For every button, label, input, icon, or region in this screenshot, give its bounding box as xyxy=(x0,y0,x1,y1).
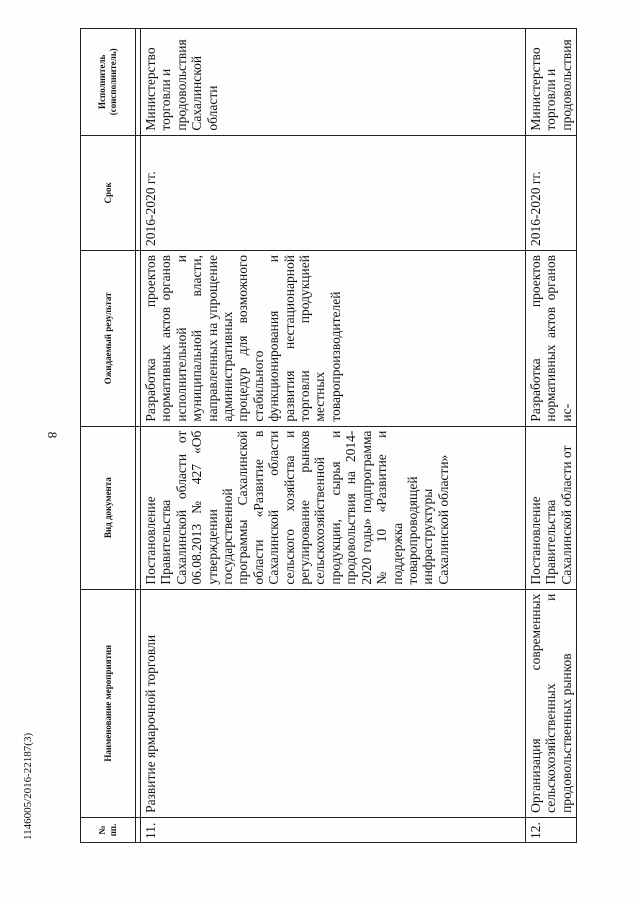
header-result: Ожидаемый результат xyxy=(81,251,136,427)
document-code: 1146005/2016-22187(3) xyxy=(22,732,34,840)
header-exec: Исполнитель (соисполнитель) xyxy=(81,29,136,136)
cell-result: Разработка проектов нормативных актов органов исполнительной и муниципальной власти, направленных на упрощение административных процедур для возможного стабильного функционирования и развития нестационарной торговли продукцией местных товаропроизводителей xyxy=(141,251,526,427)
cell-term: 2016-2020 гг. xyxy=(526,135,577,250)
header-doc: Вид документа xyxy=(81,426,136,589)
cell-doc: Постановление Правительства Сахалинской области от xyxy=(526,426,577,589)
cell-exec: Министерство торговли и продовольствия Сахалинской области xyxy=(141,29,526,136)
page-number: 8 xyxy=(45,431,60,439)
header-term: Срок xyxy=(81,135,136,250)
header-name: Наименование мероприятия xyxy=(81,589,136,817)
cell-term: 2016-2020 гг. xyxy=(141,135,526,250)
cell-num: 11. xyxy=(141,817,526,842)
measures-table xyxy=(80,28,577,843)
rotated-table-container xyxy=(80,28,585,843)
table-row xyxy=(526,29,577,843)
table-header-row xyxy=(81,29,136,843)
cell-doc: Постановление Правительства Сахалинской области от 06.08.2013 № 427 «Об утверждении государственной программы Сахалинской области «Развитие в Сахалинской области сельского хозяйства и регулирование рынков сельскохозяйственной продукции, сырья и продовольствия на 2014-2020 годы» подпрограмма № 10 «Развитие и поддержка товаропроводящей инфраструктуры Сахалинской области» xyxy=(141,426,526,589)
cell-name: Организация современных сельскохозяйственных и продовольственных рынков xyxy=(526,589,577,817)
cell-result: Разработка проектов нормативных актов органов ис- xyxy=(526,251,577,427)
header-num: № пп. xyxy=(81,817,136,842)
cell-num: 12. xyxy=(526,817,577,842)
table-row xyxy=(141,29,526,843)
cell-exec: Министерство торговли и продовольствия xyxy=(526,29,577,136)
cell-name: Развитие ярмарочной торговли xyxy=(141,589,526,817)
